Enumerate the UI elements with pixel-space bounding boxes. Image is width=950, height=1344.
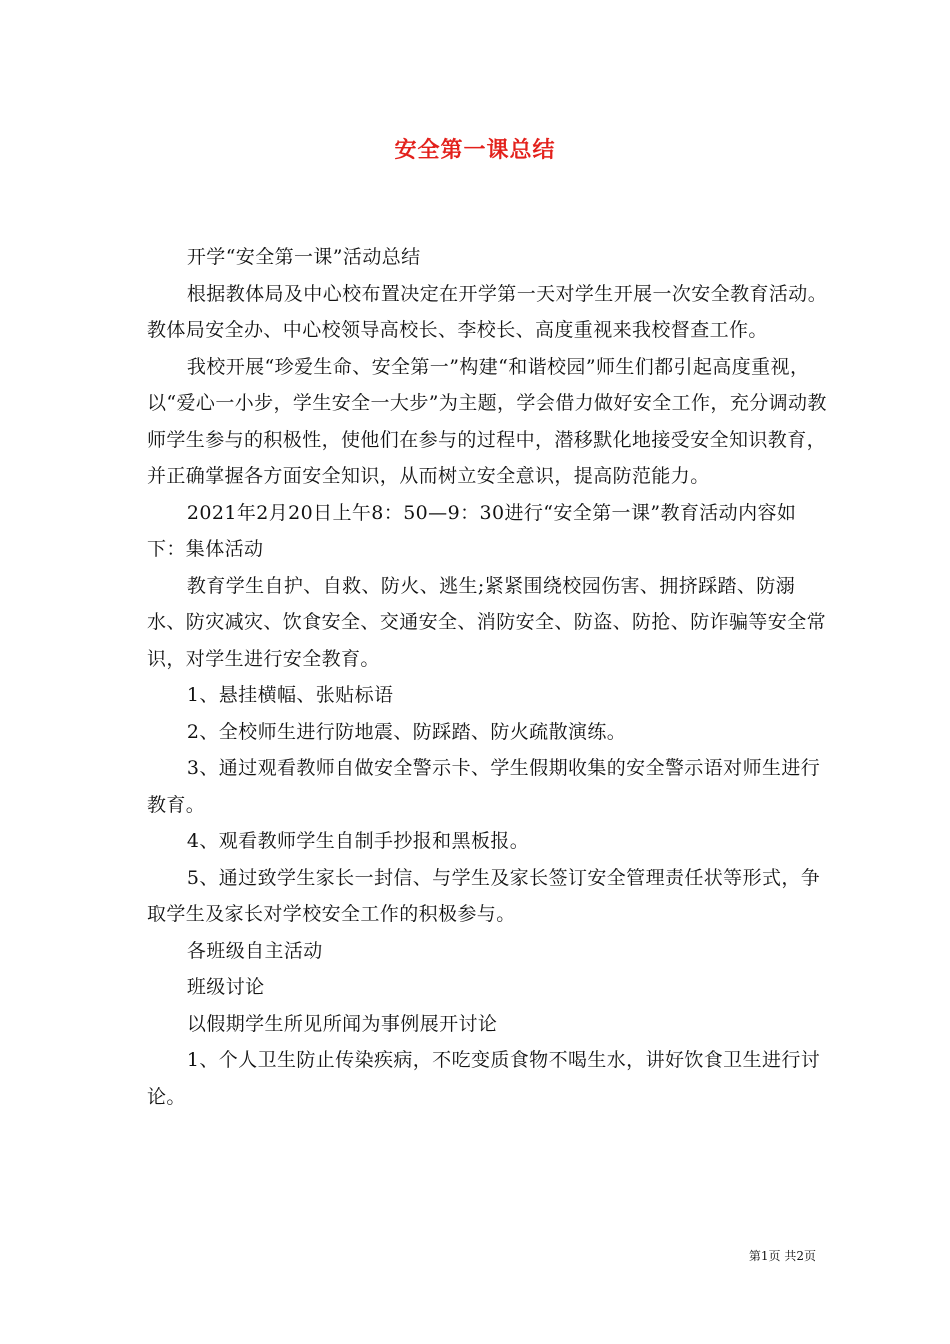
- list-item: 2、全校师生进行防地震、防踩踏、防火疏散演练。: [186, 720, 627, 743]
- list-item: 3、通过观看教师自做安全警示卡、学生假期收集的安全警示语对师生进行教育。: [147, 757, 821, 816]
- section-heading: 班级讨论: [186, 976, 265, 998]
- paragraph: 我校开展“珍爱生命、安全第一”构建“和谐校园”师生们都引起高度重视，以“爱心一小步，学生安全一大步”为主题，学会借力做好安全工作，充分调动教师学生参与的积极性，使他们在参与的过程中，潜移默化地接受安全知识教育，并正确掌握各方面安全知识，从而树立安全意识，提高防范能力。: [147, 355, 827, 487]
- list-item: 5、通过致学生家长一封信、与学生及家长签订安全管理责任状等形式，争取学生及家长对学校安全工作的积极参与。: [147, 866, 821, 925]
- paragraph: 根据教体局及中心校布置决定在开学第一天对学生开展一次安全教育活动。教体局安全办、中心校领导高校长、李校长、高度重视来我校督查工作。: [147, 282, 828, 341]
- list-item: 1、悬挂横幅、张贴标语: [186, 684, 394, 706]
- section-heading: 各班级自主活动: [186, 939, 323, 962]
- paragraph: 2021年2月20日上午8：50—9：30进行“安全第一课”教育活动内容如下：集体活动: [147, 501, 797, 560]
- list-item: 4、观看教师学生自制手抄报和黑板报。: [186, 830, 530, 852]
- paragraph: 以假期学生所见所闻为事例展开讨论: [186, 1012, 498, 1035]
- paragraph-subtitle: 开学“安全第一课”活动总结: [186, 246, 421, 268]
- document-title: 安全第一课总结: [394, 137, 556, 163]
- document-body: [147, 239, 831, 1115]
- page-number-footer: 第1页 共2页: [748, 1249, 816, 1263]
- list-item: 1、个人卫生防止传染疾病，不吃变质食物不喝生水，讲好饮食卫生进行讨论。: [147, 1049, 821, 1108]
- paragraph: 教育学生自护、自救、防火、逃生;紧紧围绕校园伤害、拥挤踩踏、防溺水、防灾减灾、饮食安全、交通安全、消防安全、防盗、防抢、防诈骗等安全常识，对学生进行安全教育。: [147, 574, 827, 670]
